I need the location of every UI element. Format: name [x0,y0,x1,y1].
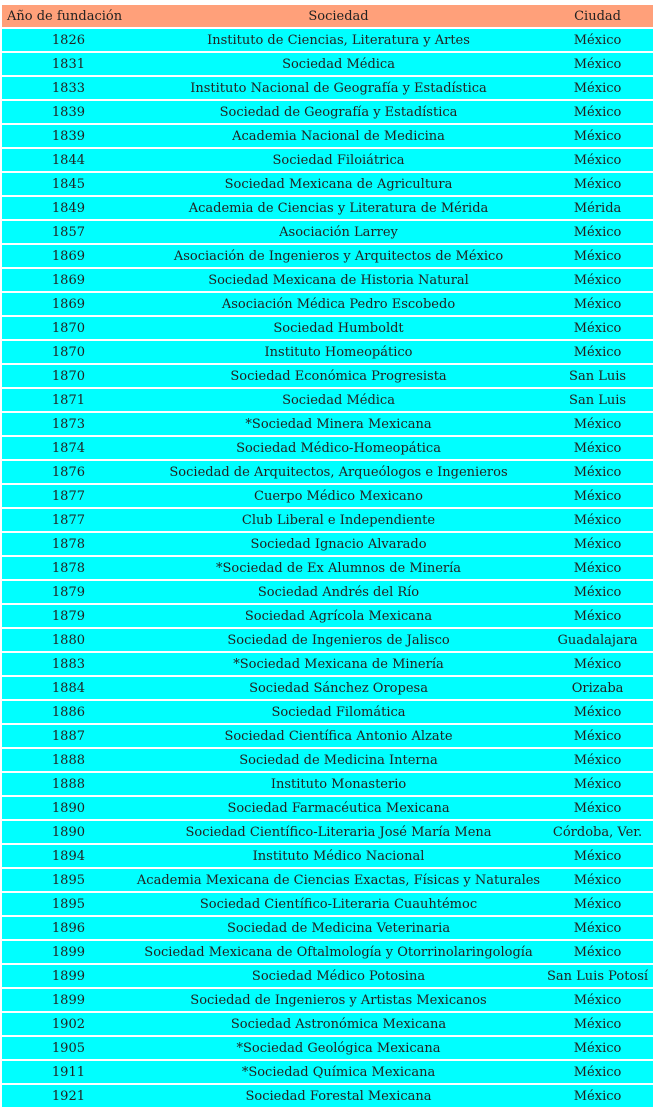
cell-society: Asociación de Ingenieros y Arquitectos de México [135,245,542,267]
cell-city: México [542,461,653,483]
cell-city: México [542,701,653,723]
cell-society: Sociedad Económica Progresista [135,365,542,387]
cell-city: México [542,485,653,507]
cell-society: Sociedad Científico-Literaria José María Mena [135,821,542,843]
cell-society: Sociedad Ignacio Alvarado [135,533,542,555]
cell-city: México [542,845,653,867]
table-row [2,965,653,987]
cell-city: México [542,29,653,51]
cell-society: Instituto Homeopático [135,341,542,363]
header-city: Ciudad [542,5,653,27]
cell-year: 1870 [2,365,135,387]
cell-society: Sociedad de Ingenieros y Artistas Mexicanos [135,989,542,1011]
cell-city: México [542,77,653,99]
cell-society: Instituto Nacional de Geografía y Estadística [135,77,542,99]
cell-society: Sociedad Agrícola Mexicana [135,605,542,627]
cell-society: Sociedad de Geografía y Estadística [135,101,542,123]
cell-year: 1880 [2,629,135,651]
table-row [2,413,653,435]
cell-society: Asociación Médica Pedro Escobedo [135,293,542,315]
cell-society: Instituto Médico Nacional [135,845,542,867]
cell-society: Sociedad Farmacéutica Mexicana [135,797,542,819]
table-row [2,341,653,363]
table-row [2,53,653,75]
table-row [2,533,653,555]
table-row [2,581,653,603]
cell-year: 1878 [2,557,135,579]
cell-society: *Sociedad Mexicana de Minería [135,653,542,675]
table-row [2,389,653,411]
table-row [2,317,653,339]
cell-year: 1899 [2,989,135,1011]
table-row [2,629,653,651]
cell-society: Sociedad Mexicana de Agricultura [135,173,542,195]
cell-year: 1857 [2,221,135,243]
cell-society: Sociedad Científico-Literaria Cuauhtémoc [135,893,542,915]
cell-society: Academia Mexicana de Ciencias Exactas, Físicas y Naturales [135,869,542,891]
cell-city: Córdoba, Ver. [542,821,653,843]
cell-year: 1844 [2,149,135,171]
table-row [2,509,653,531]
cell-society: *Sociedad Química Mexicana [135,1061,542,1083]
cell-year: 1869 [2,269,135,291]
table-row [2,941,653,963]
cell-year: 1886 [2,701,135,723]
table-row [2,845,653,867]
table-row [2,293,653,315]
cell-city: México [542,245,653,267]
table-row [2,605,653,627]
cell-city: México [542,509,653,531]
cell-society: Sociedad Médico-Homeopática [135,437,542,459]
table-row [2,917,653,939]
cell-city: México [542,1013,653,1035]
cell-city: Orizaba [542,677,653,699]
table-row [2,773,653,795]
cell-year: 1877 [2,485,135,507]
cell-city: México [542,869,653,891]
cell-society: Sociedad de Medicina Veterinaria [135,917,542,939]
table-row [2,221,653,243]
cell-city: México [542,437,653,459]
cell-society: Sociedad Andrés del Río [135,581,542,603]
cell-year: 1890 [2,797,135,819]
cell-year: 1890 [2,821,135,843]
header-year: Año de fundación [2,5,135,27]
table-row [2,821,653,843]
cell-city: México [542,269,653,291]
cell-city: México [542,413,653,435]
cell-society: Sociedad Médica [135,53,542,75]
table-row [2,989,653,1011]
cell-society: Academia de Ciencias y Literatura de Mérida [135,197,542,219]
cell-city: San Luis [542,389,653,411]
cell-city: México [542,917,653,939]
cell-city: México [542,1037,653,1059]
cell-city: México [542,533,653,555]
table-row [2,869,653,891]
table-row [2,77,653,99]
table-row [2,437,653,459]
table-row [2,725,653,747]
cell-society: Sociedad Filomática [135,701,542,723]
cell-year: 1878 [2,533,135,555]
table-body [2,29,653,1107]
cell-year: 1887 [2,725,135,747]
header-society: Sociedad [135,5,542,27]
cell-year: 1869 [2,293,135,315]
cell-society: Sociedad Sánchez Oropesa [135,677,542,699]
cell-year: 1874 [2,437,135,459]
cell-year: 1876 [2,461,135,483]
cell-year: 1831 [2,53,135,75]
cell-city: México [542,317,653,339]
cell-city: México [542,725,653,747]
cell-city: México [542,341,653,363]
cell-society: Academia Nacional de Medicina [135,125,542,147]
cell-society: Sociedad Astronómica Mexicana [135,1013,542,1035]
cell-society: Sociedad de Medicina Interna [135,749,542,771]
cell-year: 1871 [2,389,135,411]
cell-year: 1877 [2,509,135,531]
table-row [2,125,653,147]
cell-society: Sociedad Forestal Mexicana [135,1085,542,1107]
cell-city: Guadalajara [542,629,653,651]
cell-city: México [542,941,653,963]
cell-society: Sociedad de Ingenieros de Jalisco [135,629,542,651]
cell-year: 1845 [2,173,135,195]
cell-year: 1879 [2,605,135,627]
cell-year: 1870 [2,317,135,339]
cell-society: Sociedad Mexicana de Oftalmología y Otorrinolaringología [135,941,542,963]
cell-year: 1921 [2,1085,135,1107]
cell-city: México [542,53,653,75]
cell-year: 1839 [2,101,135,123]
cell-year: 1894 [2,845,135,867]
table-row [2,149,653,171]
cell-year: 1883 [2,653,135,675]
table-row [2,677,653,699]
table-row [2,29,653,51]
table-row [2,245,653,267]
table-row [2,173,653,195]
cell-society: Cuerpo Médico Mexicano [135,485,542,507]
cell-society: Sociedad de Arquitectos, Arqueólogos e Ingenieros [135,461,542,483]
cell-society: Asociación Larrey [135,221,542,243]
cell-city: México [542,221,653,243]
cell-city: México [542,101,653,123]
cell-year: 1888 [2,749,135,771]
table-row [2,101,653,123]
cell-city: México [542,557,653,579]
cell-city: México [542,773,653,795]
cell-year: 1879 [2,581,135,603]
cell-city: México [542,893,653,915]
cell-year: 1873 [2,413,135,435]
table-row [2,461,653,483]
table-row [2,1013,653,1035]
table-row [2,485,653,507]
cell-year: 1849 [2,197,135,219]
cell-city: San Luis Potosí [542,965,653,987]
cell-year: 1869 [2,245,135,267]
cell-city: México [542,173,653,195]
cell-city: México [542,125,653,147]
cell-city: México [542,605,653,627]
cell-society: *Sociedad de Ex Alumnos de Minería [135,557,542,579]
cell-society: Sociedad Mexicana de Historia Natural [135,269,542,291]
cell-society: Instituto de Ciencias, Literatura y Artes [135,29,542,51]
table-row [2,1061,653,1083]
table-row [2,797,653,819]
table-row [2,557,653,579]
table-row [2,653,653,675]
cell-city: México [542,989,653,1011]
cell-society: Sociedad Médico Potosina [135,965,542,987]
table-row [2,269,653,291]
cell-city: México [542,293,653,315]
cell-society: Sociedad Filoiátrica [135,149,542,171]
cell-year: 1895 [2,893,135,915]
societies-table [2,3,653,1109]
cell-year: 1888 [2,773,135,795]
cell-city: México [542,581,653,603]
cell-year: 1905 [2,1037,135,1059]
cell-society: Sociedad Médica [135,389,542,411]
cell-society: Sociedad Científica Antonio Alzate [135,725,542,747]
cell-society: Instituto Monasterio [135,773,542,795]
cell-city: Mérida [542,197,653,219]
table-row [2,749,653,771]
table-row [2,893,653,915]
table-row [2,1037,653,1059]
cell-year: 1870 [2,341,135,363]
cell-society: *Sociedad Minera Mexicana [135,413,542,435]
cell-city: México [542,149,653,171]
cell-year: 1833 [2,77,135,99]
table-row [2,365,653,387]
cell-year: 1839 [2,125,135,147]
cell-society: Sociedad Humboldt [135,317,542,339]
cell-city: México [542,749,653,771]
cell-year: 1895 [2,869,135,891]
table-header-row [2,5,653,27]
cell-year: 1911 [2,1061,135,1083]
cell-year: 1896 [2,917,135,939]
cell-society: *Sociedad Geológica Mexicana [135,1037,542,1059]
cell-year: 1899 [2,965,135,987]
cell-city: San Luis [542,365,653,387]
cell-year: 1884 [2,677,135,699]
cell-year: 1902 [2,1013,135,1035]
cell-city: México [542,1085,653,1107]
cell-society: Club Liberal e Independiente [135,509,542,531]
cell-year: 1826 [2,29,135,51]
table-row [2,1085,653,1107]
cell-city: México [542,1061,653,1083]
cell-year: 1899 [2,941,135,963]
cell-city: México [542,797,653,819]
cell-city: México [542,653,653,675]
table-row [2,197,653,219]
table-row [2,701,653,723]
